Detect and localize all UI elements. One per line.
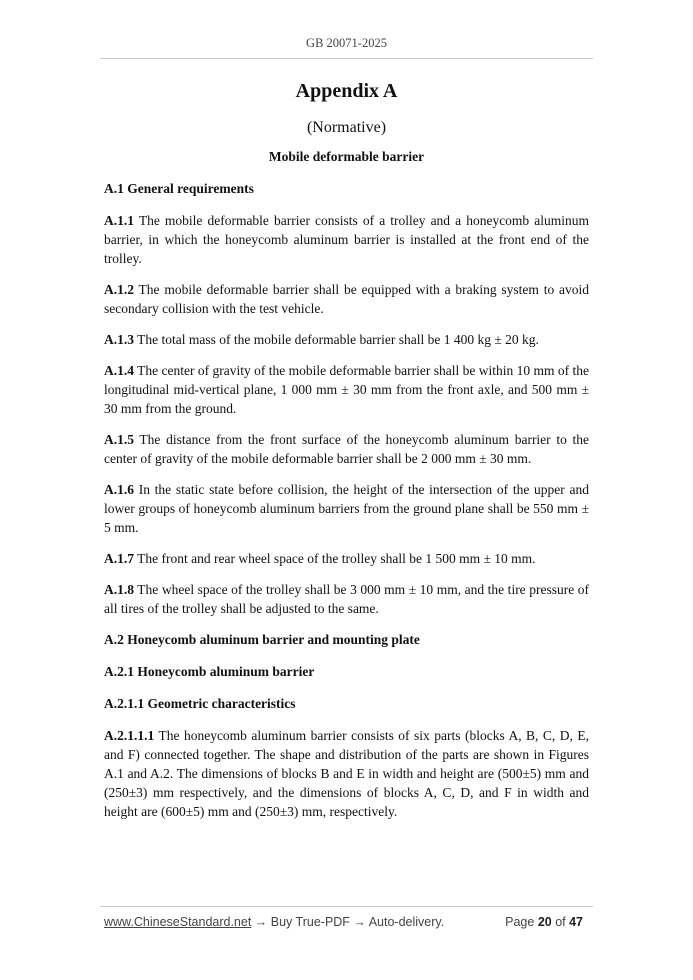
clause-a-1-8: [104, 580, 589, 618]
clause-text: The honeycomb aluminum barrier consists of six parts (blocks A, B, C, D, E, and F) connected together. The shape and distribution of the parts are shown in Figures A.1 and A.2. The dimensions of blocks B and E in width and height are (500±5) mm and (250±3) mm respectively, and the dimensions of blocks A, C, D, and F in width and height are (600±5) mm and (250±3) mm, respectively.: [104, 728, 589, 819]
current-page-number: 20: [537, 915, 552, 929]
page-word: Page: [505, 915, 538, 929]
of-word: of: [551, 915, 570, 929]
clause-number: A.1.5: [104, 432, 134, 447]
header-divider: [100, 58, 593, 59]
clause-text: The wheel space of the trolley shall be 3 000 mm ± 10 mm, and the tire pressure of all tires of the trolley shall be adjusted to the same.: [104, 582, 589, 616]
clause-number: A.2.1.1.1: [104, 728, 155, 743]
clause-number: A.1.2: [104, 282, 134, 297]
clause-text: The mobile deformable barrier shall be equipped with a braking system to avoid secondary collision with the test vehicle.: [104, 282, 589, 316]
clause-number: A.1.3: [104, 332, 134, 347]
appendix-title: Appendix A: [295, 80, 398, 102]
clause-text: In the static state before collision, the height of the intersection of the upper and lower groups of honeycomb aluminum barriers from the ground plane shall be 550 mm ± 5 mm.: [104, 482, 589, 535]
clause-text: The distance from the front surface of the honeycomb aluminum barrier to the center of gravity of the mobile deformable barrier shall be 2 000 mm ± 30 mm.: [104, 432, 589, 466]
site-link[interactable]: www.ChineseStandard.net: [104, 915, 252, 929]
document-id-header: GB 20071-2025: [306, 36, 387, 50]
section-heading-a2-1: A.2.1 Honeycomb aluminum barrier: [104, 664, 315, 679]
clause-a-1-6: [104, 480, 589, 537]
clause-number: A.1.4: [104, 363, 134, 378]
normative-label: (Normative): [306, 119, 387, 136]
footer-promo: [104, 915, 444, 929]
clause-a-1-3: [104, 330, 589, 349]
clause-a-1-5: [104, 430, 589, 468]
clause-text: The total mass of the mobile deformable barrier shall be 1 400 kg ± 20 kg.: [134, 332, 539, 347]
appendix-heading: Mobile deformable barrier: [268, 149, 425, 164]
clause-text: The mobile deformable barrier consists of a trolley and a honeycomb aluminum barrier, in which the honeycomb aluminum barrier is installed at the front end of the trolley.: [104, 213, 589, 266]
clause-a-1-4: [104, 361, 589, 418]
page-indicator: [505, 915, 583, 929]
section-heading-a2: A.2 Honeycomb aluminum barrier and mounting plate: [104, 632, 420, 647]
footer-divider: [100, 906, 593, 907]
clause-number: A.1.6: [104, 482, 134, 497]
clause-number: A.1.8: [104, 582, 134, 597]
clause-a-1-2: [104, 280, 589, 318]
section-heading-a1: A.1 General requirements: [104, 181, 254, 196]
clause-text: The center of gravity of the mobile deformable barrier shall be within 10 mm of the longitudinal mid-vertical plane, 1 000 mm ± 30 mm from the front axle, and 500 mm ± 30 mm from the ground.: [104, 363, 589, 416]
clause-a-2-1-1-1: [104, 726, 589, 821]
total-pages: 47: [569, 915, 583, 929]
clause-number: A.1.7: [104, 551, 134, 566]
clause-a-1-7: [104, 549, 589, 568]
document-body: [104, 179, 589, 833]
clause-a-1-1: [104, 211, 589, 268]
promo-text: → Buy True-PDF → Auto-delivery.: [251, 915, 445, 929]
section-heading-a2-1-1: A.2.1.1 Geometric characteristics: [104, 696, 296, 711]
clause-text: The front and rear wheel space of the trolley shall be 1 500 mm ± 10 mm.: [134, 551, 536, 566]
clause-number: A.1.1: [104, 213, 134, 228]
